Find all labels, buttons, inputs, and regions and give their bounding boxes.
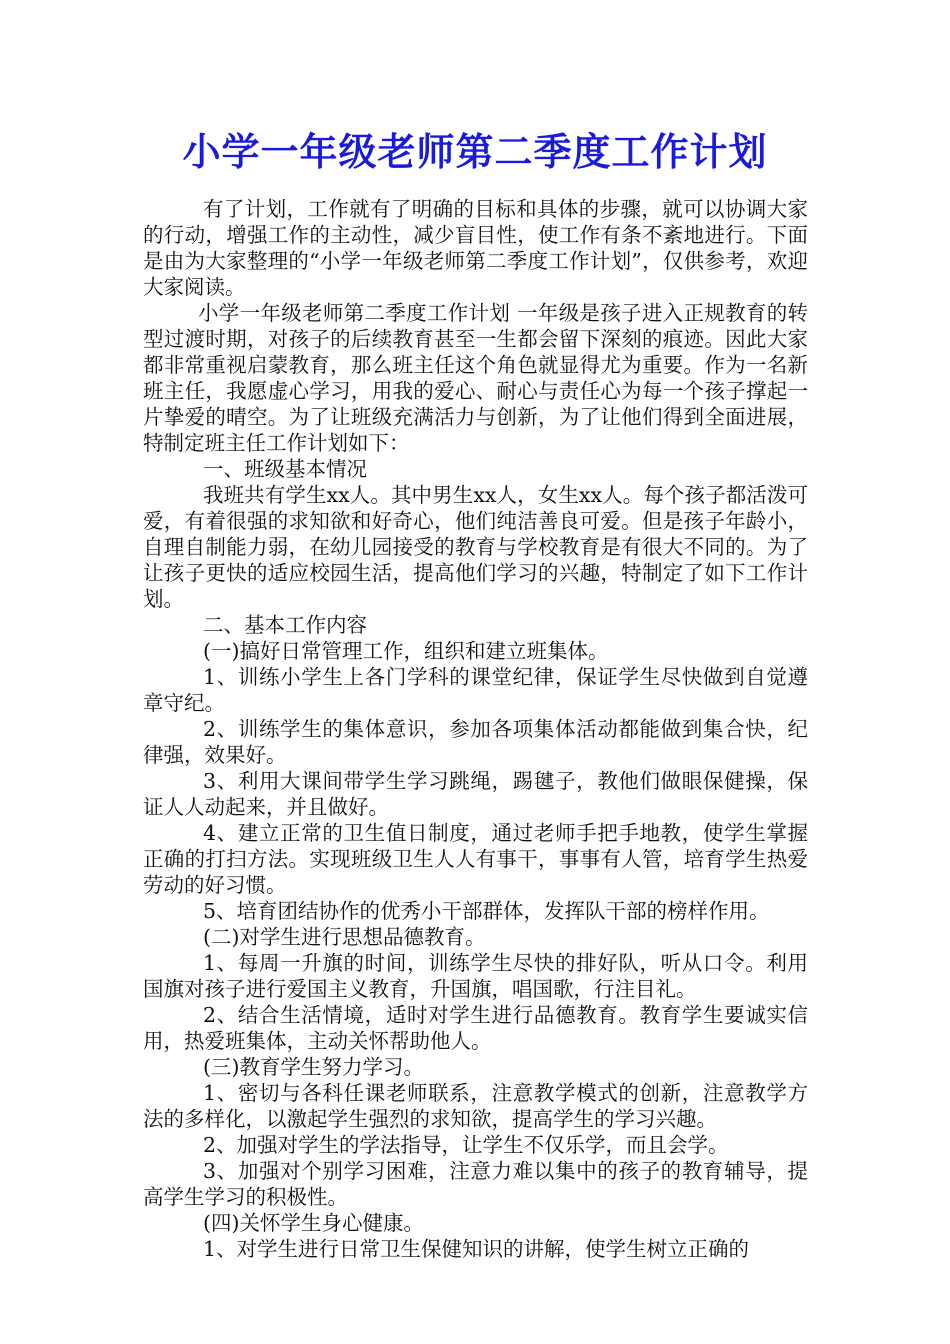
subsection-heading: (二)对学生进行思想品德教育。 <box>203 925 486 949</box>
list-item: 2、结合生活情境，适时对学生进行品德教育。教育学生要诚实信用，热爱班集体，主动关怀帮助他人。 <box>143 1003 808 1053</box>
list-item: 1、密切与各科任课老师联系，注意教学模式的创新，注意教学方法的多样化，以激起学生强烈的求知欲，提高学生的学习兴趣。 <box>143 1081 808 1131</box>
list-item: 2、训练学生的集体意识，参加各项集体活动都能做到集合快，纪律强，效果好。 <box>143 717 808 767</box>
document-body <box>143 196 808 1262</box>
document-title: 小学一年级老师第二季度工作计划 <box>182 129 768 174</box>
list-item: 4、建立正常的卫生值日制度，通过老师手把手地教，使学生掌握正确的打扫方法。实现班级卫生人人有事干，事事有人管，培育学生热爱劳动的好习惯。 <box>143 821 808 897</box>
subsection-heading: (四)关怀学生身心健康。 <box>203 1211 424 1235</box>
list-item: 5、培育团结协作的优秀小干部群体，发挥队干部的榜样作用。 <box>203 899 770 923</box>
paragraph-overview: 小学一年级老师第二季度工作计划 一年级是孩子进入正规教育的转型过渡时期，对孩子的后续教育甚至一生都会留下深刻的痕迹。因此大家都非常重视启蒙教育，那么班主任这个角色就显得尤为重要。作为一名新班主任，我愿虚心学习，用我的爱心、耐心与责任心为每一个孩子撑起一片挚爱的晴空。为了让班级充满活力与创新，为了让他们得到全面进展，特制定班主任工作计划如下： <box>143 301 808 455</box>
subsection-heading: (三)教育学生努力学习。 <box>203 1055 424 1079</box>
paragraph-intro: 有了计划，工作就有了明确的目标和具体的步骤，就可以协调大家的行动，增强工作的主动性，减少盲目性，使工作有条不紊地进行。下面是由为大家整理的“小学一年级老师第二季度工作计划”，仅供参考，欢迎大家阅读。 <box>143 197 808 299</box>
paragraph: 我班共有学生xx人。其中男生xx人，女生xx人。每个孩子都活泼可爱，有着很强的求知欲和好奇心，他们纯洁善良可爱。但是孩子年龄小，自理自制能力弱，在幼儿园接受的教育与学校教育是有很大不同的。为了让孩子更快的适应校园生活，提高他们学习的兴趣，特制定了如下工作计划。 <box>143 483 808 611</box>
list-item: 1、每周一升旗的时间，训练学生尽快的排好队，听从口令。利用国旗对孩子进行爱国主义教育，升国旗，唱国歌，行注目礼。 <box>143 951 808 1001</box>
list-item: 1、对学生进行日常卫生保健知识的讲解，使学生树立正确的 <box>203 1237 750 1261</box>
list-item: 1、训练小学生上各门学科的课堂纪律，保证学生尽快做到自觉遵章守纪。 <box>143 665 808 715</box>
list-item: 3、利用大课间带学生学习跳绳，踢毽子，教他们做眼保健操，保证人人动起来，并且做好。 <box>143 769 808 819</box>
section-heading: 一、班级基本情况 <box>203 457 367 481</box>
list-item: 3、加强对个别学习困难，注意力难以集中的孩子的教育辅导，提高学生学习的积极性。 <box>143 1159 808 1209</box>
list-item: 2、加强对学生的学法指导，让学生不仅乐学，而且会学。 <box>203 1133 729 1157</box>
section-heading: 二、基本工作内容 <box>203 613 367 637</box>
subsection-heading: (一)搞好日常管理工作，组织和建立班集体。 <box>203 639 609 663</box>
